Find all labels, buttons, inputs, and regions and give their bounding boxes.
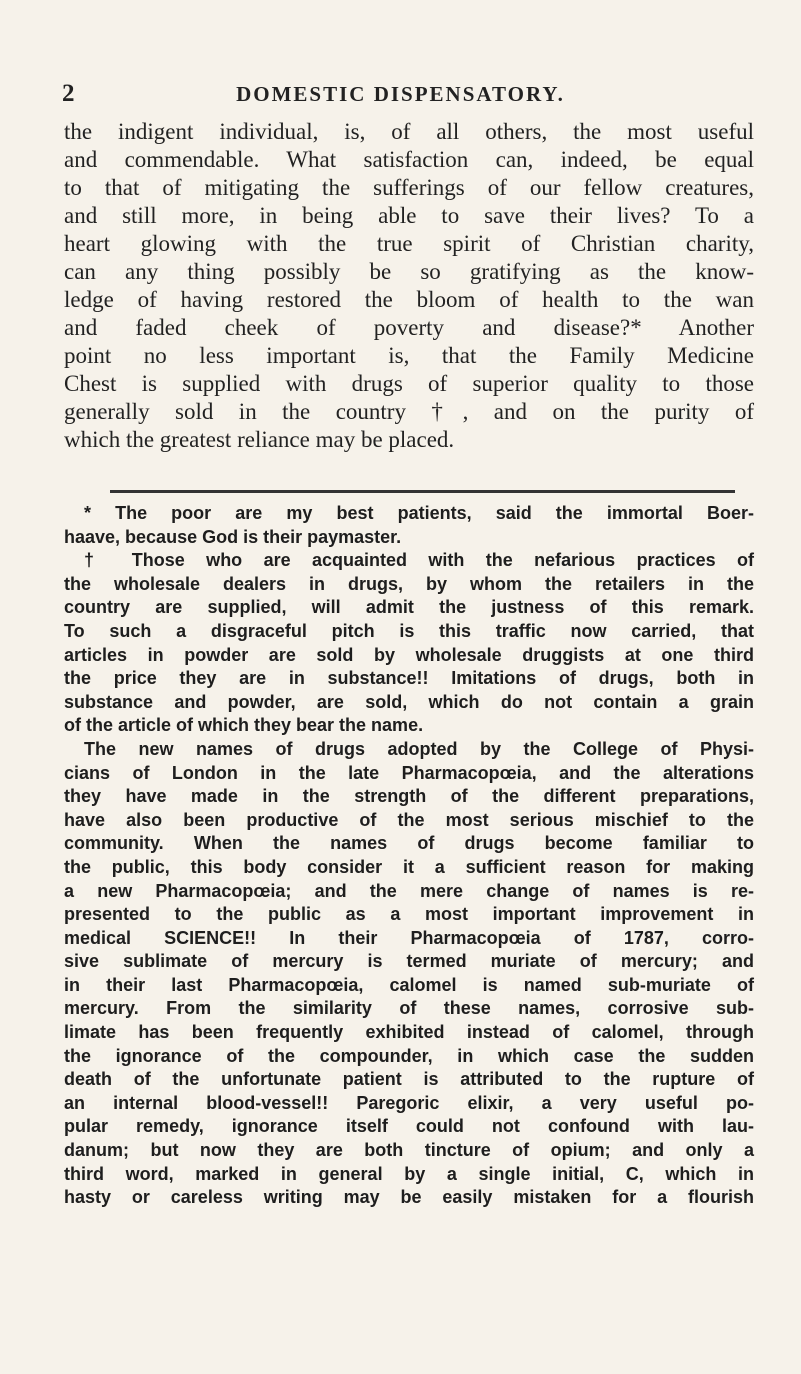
footnote-line: country are supplied, will admit the justness of this remark. <box>64 597 754 618</box>
running-title: DOMESTIC DISPENSATORY. <box>236 82 565 106</box>
footnote-line: the ignorance of the compounder, in which case the sudden <box>64 1045 754 1066</box>
footnote-line: danum; but now they are both tincture of opium; and only a <box>64 1140 754 1161</box>
footnote-line: cians of London in the late Pharmacopœia, and the alterations <box>64 762 754 783</box>
footnote-line: community. When the names of drugs become familiar to <box>64 833 754 854</box>
body-line: the indigent individual, is, of all others, the most useful <box>64 119 754 144</box>
footnote-line: an internal blood-vessel!! Paregoric elixir, a very useful po- <box>64 1092 754 1113</box>
footnote-line: limate has been frequently exhibited instead of calomel, through <box>64 1022 754 1043</box>
footnote-line: articles in powder are sold by wholesale druggists at one third <box>64 644 754 665</box>
footnote-line: pular remedy, ignorance itself could not confound with lau- <box>64 1116 754 1137</box>
footnote-line: * The poor are my best patients, said the immortal Boer- <box>84 503 754 523</box>
footnote-line: the price they are in substance!! Imitations of drugs, both in <box>64 668 754 689</box>
footnote-line: they have made in the strength of the different preparations, <box>64 786 754 807</box>
footnote-line: have also been productive of the most serious mischief to the <box>64 809 754 830</box>
footnotes <box>64 502 754 1210</box>
footnote-line: substance and powder, are sold, which do not contain a grain <box>64 691 754 712</box>
page-header <box>0 80 801 110</box>
footnote-line: To such a disgraceful pitch is this traffic now carried, that <box>64 620 754 641</box>
page-number: 2 <box>62 80 75 107</box>
main-paragraph <box>64 118 754 454</box>
footnote-line: presented to the public as a most important improvement in <box>64 904 754 925</box>
body-line: heart glowing with the true spirit of Christian charity, <box>64 231 754 256</box>
body-line: and still more, in being able to save their lives? To a <box>64 203 754 228</box>
footnote-line: The new names of drugs adopted by the College of Physi- <box>84 738 754 759</box>
footnote-line: haave, because God is their paymaster. <box>64 526 402 547</box>
footnote-line: hasty or careless writing may be easily mistaken for a flourish <box>64 1187 754 1208</box>
body-line: Chest is supplied with drugs of superior quality to those <box>64 371 754 396</box>
footnote-line: the wholesale dealers in drugs, by whom the retailers in the <box>64 573 754 594</box>
body-line: point no less important is, that the Family Medicine <box>64 343 754 368</box>
body-line: and faded cheek of poverty and disease?* Another <box>64 315 754 340</box>
body-line: ledge of having restored the bloom of health to the wan <box>64 287 754 312</box>
footnote-line: in their last Pharmacopœia, calomel is named sub-muriate of <box>64 974 754 995</box>
footnote-line: a new Pharmacopœia; and the mere change of names is re- <box>64 880 754 901</box>
footnote-line: death of the unfortunate patient is attributed to the rupture of <box>64 1069 754 1090</box>
footnote-line: third word, marked in general by a single initial, C, which in <box>64 1163 754 1184</box>
body-line: generally sold in the country †, and on the purity of <box>64 399 754 424</box>
footnote-line: † Those who are acquainted with the nefarious practices of <box>84 550 754 571</box>
footnote-line: of the article of which they bear the name. <box>64 715 424 736</box>
body-line: which the greatest reliance may be placed. <box>64 427 455 452</box>
body-line: to that of mitigating the sufferings of our fellow creatures, <box>64 175 754 200</box>
footnote-line: mercury. From the similarity of these names, corrosive sub- <box>64 998 754 1019</box>
body-line: and commendable. What satisfaction can, indeed, be equal <box>64 147 754 172</box>
footnote-divider <box>110 490 735 493</box>
body-line: can any thing possibly be so gratifying as the know- <box>64 259 754 284</box>
footnote-line: sive sublimate of mercury is termed muriate of mercury; and <box>64 951 754 972</box>
footnote-line: medical SCIENCE!! In their Pharmacopœia of 1787, corro- <box>64 927 754 948</box>
footnote-line: the public, this body consider it a sufficient reason for making <box>64 856 754 877</box>
